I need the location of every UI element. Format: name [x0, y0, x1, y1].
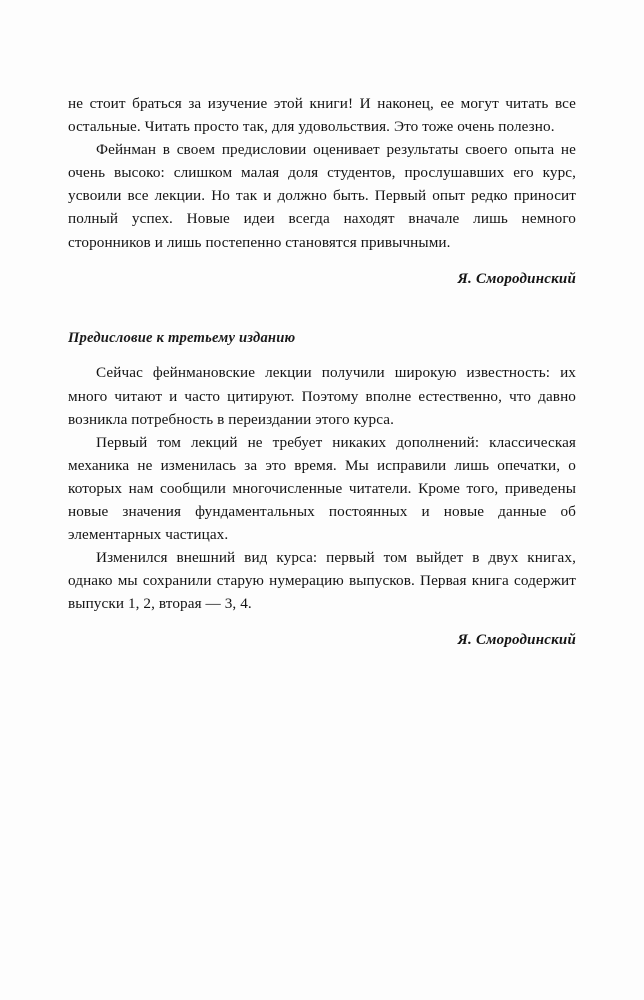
- paragraph: Фейнман в своем предисловии оценивает результаты своего опыта не очень высоко: слишком малая доля студентов, прослушавших его курс, усвоили все лекции. Но так и должно быть. Первый опыт редко приносит полный успех. Новые идеи всегда находят вначале лишь немного сторонников и лишь постепенно становятся привычными.: [68, 141, 576, 251]
- top-section: [68, 92, 576, 290]
- paragraph: Сейчас фейнмановские лекции получили широкую известность: их много читают и часто цитируют. Поэтому вполне естественно, что давно возникла потребность в переиздании этого курса.: [68, 364, 576, 428]
- author-signature: Я. Смородинский: [457, 632, 576, 649]
- paragraph: Изменился внешний вид курса: первый том выйдет в двух книгах, однако мы сохранили старую нумерацию выпусков. Первая книга содержит выпуски 1, 2, вторая — 3, 4.: [68, 549, 576, 613]
- paragraph: не стоит браться за изучение этой книги! И наконец, ее могут читать все остальные. Читать просто так, для удовольствия. Это тоже очень полезно.: [68, 95, 576, 136]
- author-signature: Я. Смородинский: [457, 270, 576, 287]
- preface-section: [68, 361, 576, 652]
- paragraph: Первый том лекций не требует никаких дополнений: классическая механика не изменилась за это время. Мы исправили лишь опечатки, о которых нам сообщили многочисленные читатели. Кроме того, приведены новые значения фундаментальных постоянных и новые данные об элементарных частицах.: [68, 433, 576, 544]
- section-heading: Предисловие к третьему изданию: [68, 330, 296, 347]
- blank-page-area: [68, 652, 576, 892]
